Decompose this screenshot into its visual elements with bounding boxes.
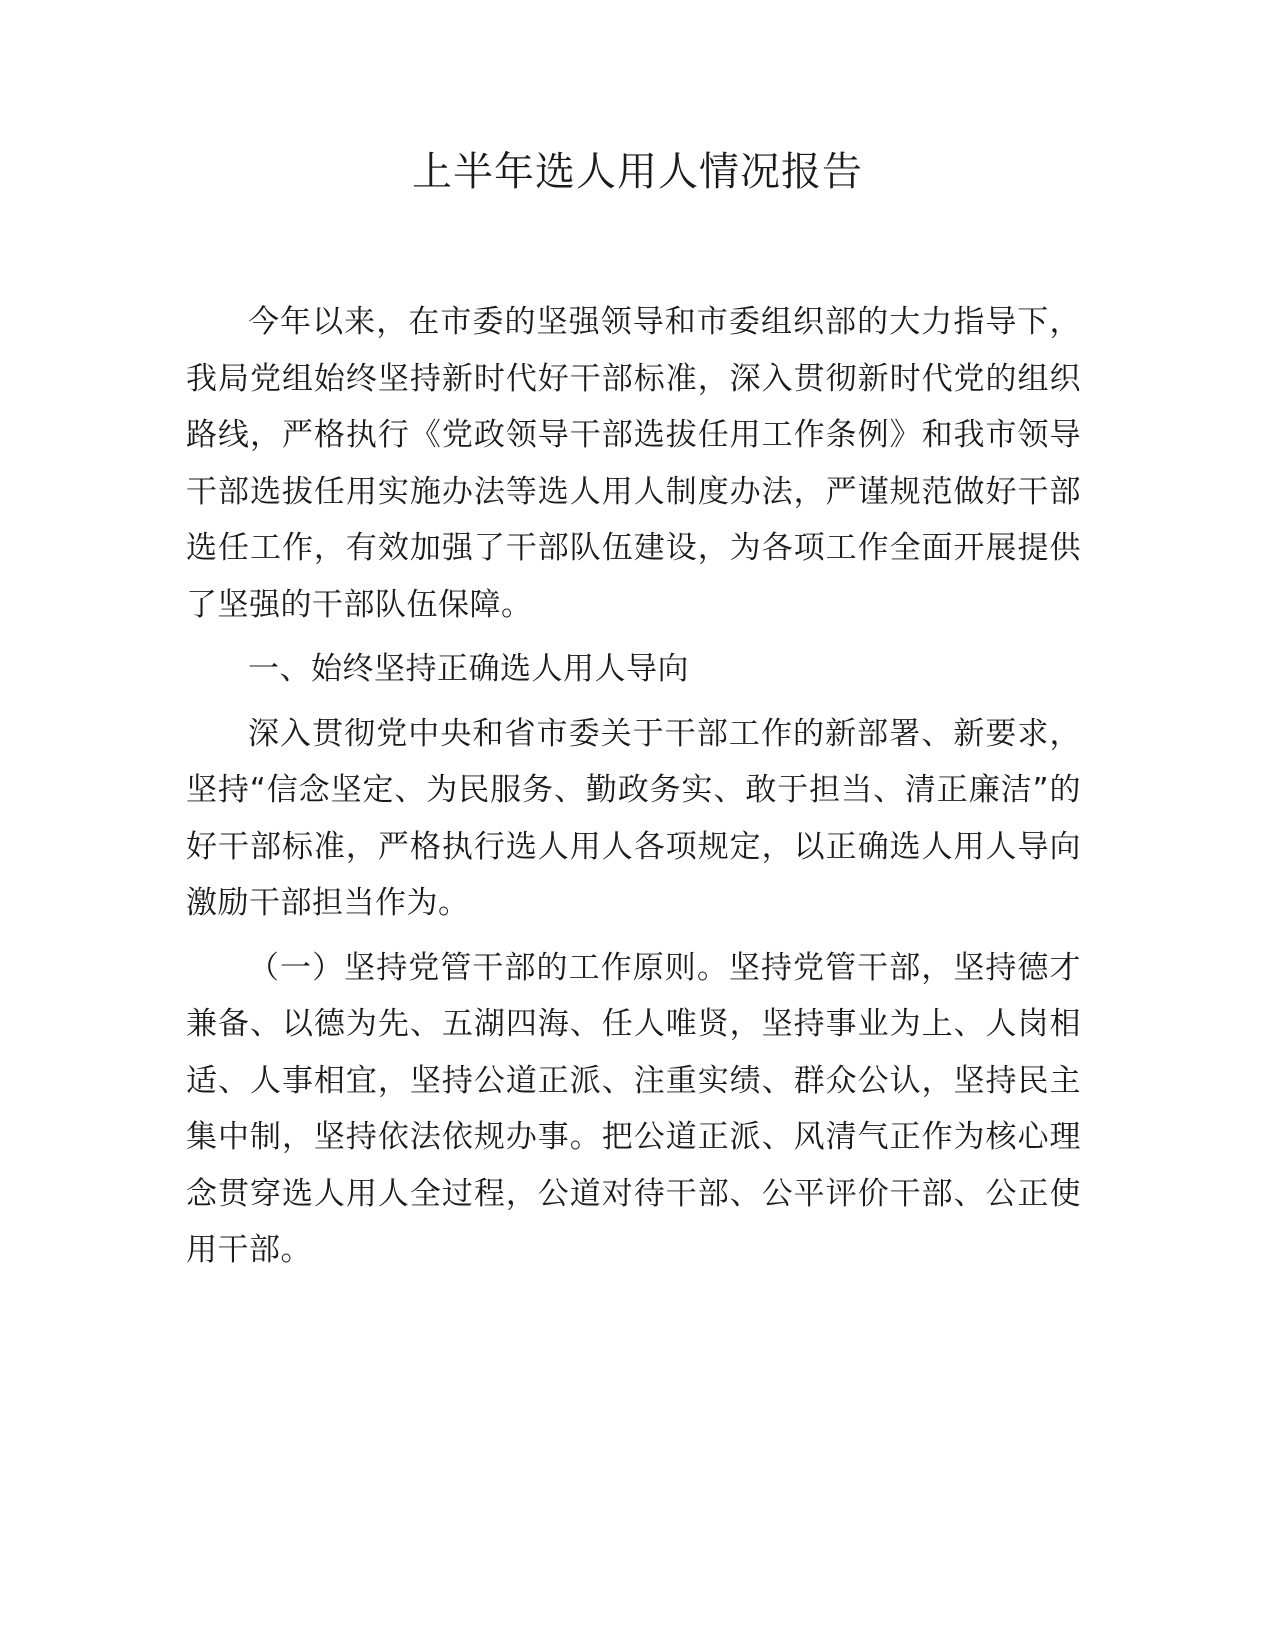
- section-paragraph: 深入贯彻党中央和省市委关于干部工作的新部署、新要求，坚持“信念坚定、为民服务、勤政务实、敢于担当、清正廉洁”的好干部标准，严格执行选人用人各项规定，以正确选人用人导向激励干部担当作为。: [186, 715, 1081, 921]
- document-body: [186, 294, 1081, 1279]
- section-heading: 一、始终坚持正确选人用人导向: [248, 651, 689, 687]
- subsection-paragraph: （一）坚持党管干部的工作原则。坚持党管干部，坚持德才兼备、以德为先、五湖四海、任人唯贤，坚持事业为上、人岗相适、人事相宜，坚持公道正派、注重实绩、群众公认，坚持民主集中制，坚持依法依规办事。把公道正派、风清气正作为核心理念贯穿选人用人全过程，公道对待干部、公平评价干部、公正使用干部。: [186, 949, 1081, 1268]
- document-title: 上半年选人用人情况报告: [412, 149, 863, 195]
- intro-paragraph: 今年以来，在市委的坚强领导和市委组织部的大力指导下，我局党组始终坚持新时代好干部标准，深入贯彻新时代党的组织路线，严格执行《党政领导干部选拔任用工作条例》和我市领导干部选拔任用实施办法等选人用人制度办法，严谨规范做好干部选任工作，有效加强了干部队伍建设，为各项工作全面开展提供了坚强的干部队伍保障。: [186, 304, 1081, 623]
